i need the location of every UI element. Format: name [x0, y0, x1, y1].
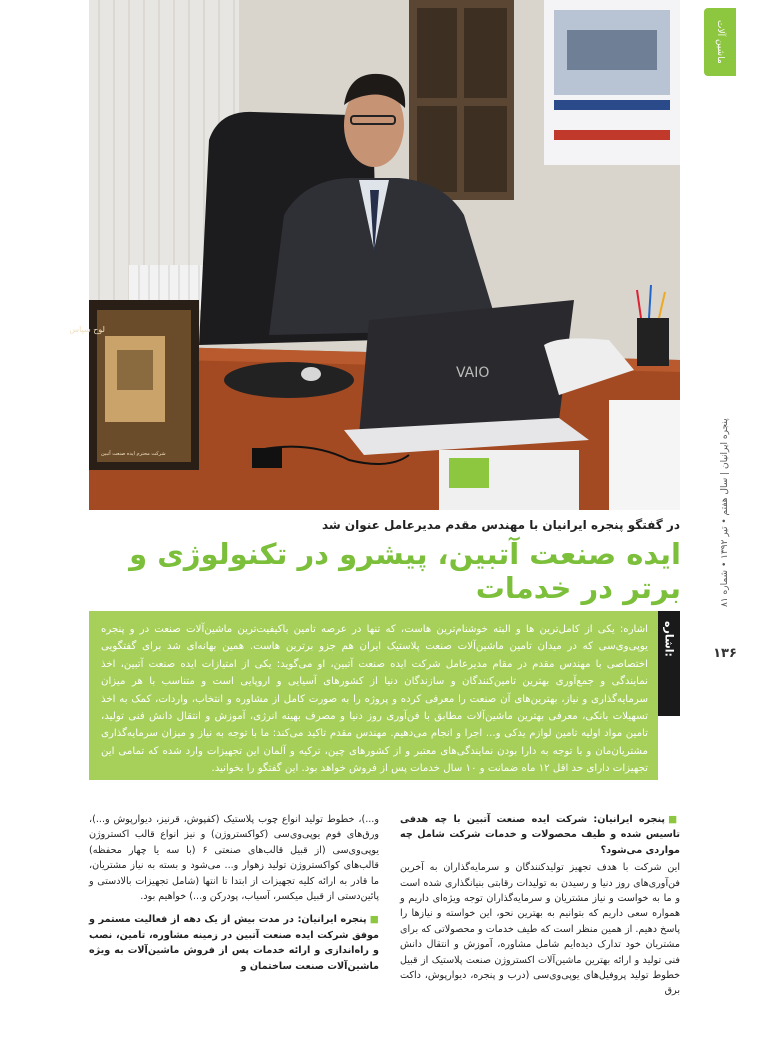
column-left	[89, 812, 379, 976]
interview-photo	[69, 0, 680, 510]
intro-label-text: اشاره:	[662, 621, 676, 657]
issue-line: پنجره ایرانیان | سال هفتم • تیر ۱۳۹۲ • شماره ۸۱	[720, 418, 730, 607]
subhead: در گفتگو پنجره ایرانیان با مهندس مقدم مدیرعامل عنوان شد	[321, 518, 680, 532]
question-2: ■پنجره ایرانیان: در مدت بیش از یک دهه از فعالیت مستمر و موفق شرکت ایده صنعت آتبین در زمینه مشاوره، تامین، نصب و راه‌اندازی و ارائه خدمات پس از فروش ماشین‌آلات به ویژه ماشین‌آلات صنعت ساختمان و	[89, 914, 379, 972]
plaque-title: لوح سپاس	[69, 325, 105, 334]
intro-label	[658, 611, 680, 716]
intro-box	[89, 611, 658, 780]
column-right	[400, 812, 680, 1001]
question-1: ■پنجره ایرانیان: شرکت ایده صنعت آتبین با چه هدفی تاسیس شده و طیف محصولات و خدمات شرکت شامل چه مواردی می‌شود؟	[400, 814, 680, 856]
intro-text: اشاره: یکی از کامل‌ترین ها و البته خوشنام‌ترین هاست، که تنها در عرصه تامین باکیفیت‌ترین ماشین‌آلات صنعت در و پنجره یوپی‌وی‌سی که در میدان تامین ماشین‌آلات صنعت پلاستیک ایران هم جزو برترین هاست. همین بهانه‌ای شد برای گفتگویی اختصاصی با مهندس مقدم در مقام مدیرعامل شرکت ایده صنعت آتبین، او می‌گوید: یکی از امتیازات ایده صنعت آتبین، اخذ نمایندگی و جمع‌آوری بهترین تامین‌کنندگان و سازندگان دنیا از کشورهای آسیایی و اروپایی است و متناسب با هر میزان سرمایه‌گذاری و نیاز، بهترین‌های آن صنعت را معرفی کرده و پروژه را به صورت کامل از مشاوره و انتخاب، واردات، کمک به اخذ تسهیلات بانکی، معرفی بهترین ماشین‌آلات مطابق با فن‌آوری روز دنیا و مصرف بهینه انرژی، آموزش و انتقال دانش فنی تولید، تامین مواد اولیه تامین لوازم یدکی و... اجرا و انجام می‌دهیم. مهندس مقدم تاکید می‌کند: ما با توجه به نیاز و میزان سرمایه‌گذاری مشتریان‌مان و با توجه به دارا بودن نمایندگی‌های معتبر و از کشورهای چین، ترکیه و آلمان این تجهیزات وارد شده که تمامی این تجهیزات دارای حد اقل ۱۲ ماه ضمانت و ۱۰ سال خدمات پس از فروش خواهد بود. این گفتگو را بخوانید.	[101, 624, 648, 775]
plaque-caption: شرکت محترم ایده صنعت آتبین	[101, 451, 166, 457]
square-bullet-icon: ■	[668, 814, 680, 825]
square-bullet-icon: ■	[369, 914, 379, 926]
page-number: ۱۳۶	[713, 646, 737, 661]
side-rail	[712, 385, 738, 705]
headline: ایده صنعت آتبین، پیشرو در تکنولوژی و برتر در خدمات	[129, 537, 681, 605]
laptop-brand-label: VAIO	[456, 365, 490, 381]
answer-1: این شرکت با هدف تجهیز تولیدکنندگان و سرمایه‌گذاران به آخرین فن‌آوری‌های روز دنیا و رسیدن به تولیدات رقابتی بنیانگذاری شده است و ما به خواست و نیاز مشتریان و سرمایه‌گذاران توجه ویژه‌ای داریم و همواره سعی داریم که بتوانیم به بهترین نحو، این خواسته و نیازها را پاسخ دهیم. از همین منظر است که طیف خدمات و محصولاتی که برای مشتریان خود تدارک دیده‌ایم شامل مشاوره، آموزش و انتقال دانش فنی تولید و ارائه بهترین ماشین‌آلات اکستروژن صنعت پلاستیک از قبیل خطوط تولید پروفیل‌های یوپی‌وی‌سی (درب و پنجره، دیوارپوش، داکت برق	[400, 862, 680, 997]
answer-1-continued: و...)، خطوط تولید انواع چوب پلاستیک (کفپوش، قرنیز، دیوارپوش و...)، ورق‌های فوم یوپی‌وی‌سی (کواکستروژن) و نیز انواع قالب اکستروژن یوپی‌وی‌سی (از قبیل قالب‌های صنعتی ۶ (با سه یا چهار محفظه) قالب‌های کواکستروژن تولید زهوار و... می‌شود و بسته به نیاز مشتریان، ما قادر به ارائه کلیه تجهیزات از ابتدا تا انتها (شامل تجهیزات بالادستی و پائین‌دستی از قبیل میکسر، آسیاب، پودرکن و...) خواهیم بود.	[89, 814, 379, 903]
section-tab	[704, 8, 736, 76]
section-tab-label: ماشین آلات	[715, 20, 725, 64]
